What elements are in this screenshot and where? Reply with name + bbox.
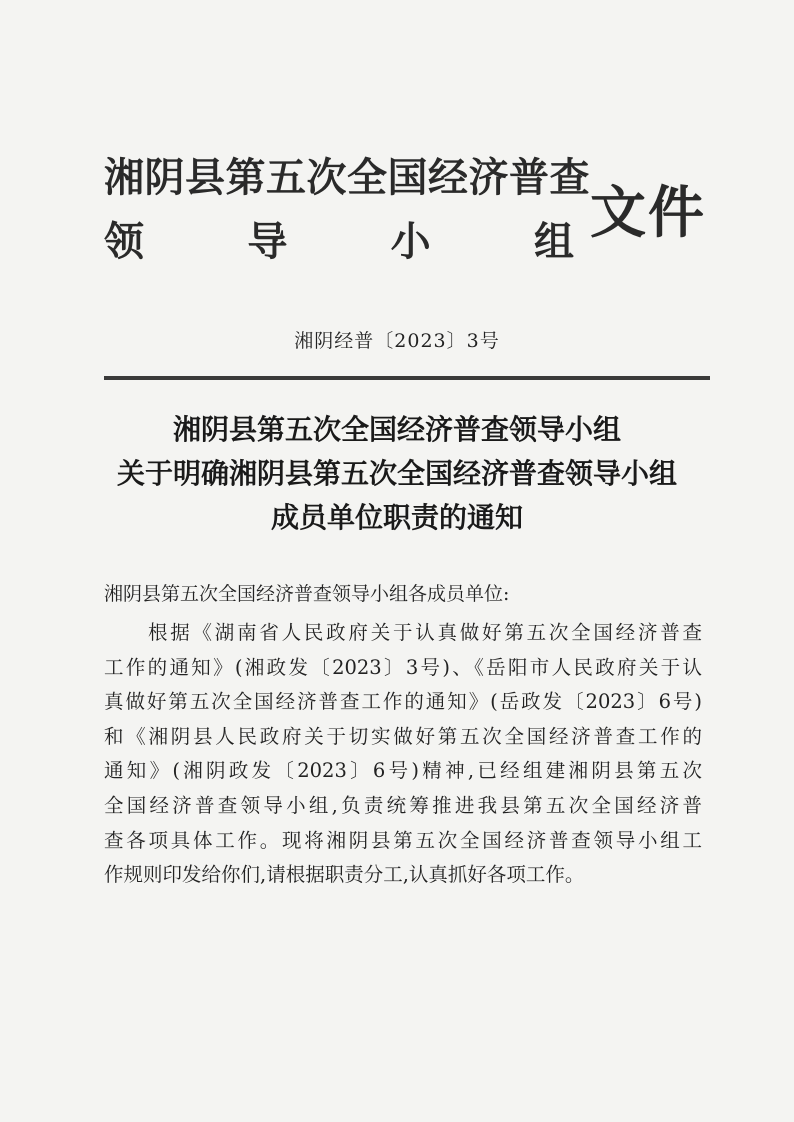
issuing-org-group-char: 组: [533, 218, 574, 265]
body-line: 作规则印发给你们,请根据职责分工,认真抓好各项工作。: [104, 863, 585, 887]
issuing-org-group-char: 导: [247, 218, 288, 265]
body-line: 根据《湖南省人民政府关于认真做好第五次全国经济普查: [148, 621, 702, 644]
body-paragraph: [104, 616, 702, 893]
document-type-label: 文件: [590, 180, 706, 246]
issuing-org-name: 湘阴县第五次全国经济普查: [104, 154, 590, 201]
document-title: [0, 408, 794, 540]
issuing-org-group: [104, 214, 574, 270]
body-line: 工作的通知》(湘政发〔2023〕3号)、《岳阳市人民政府关于认: [104, 655, 702, 679]
title-line-1: 湘阴县第五次全国经济普查领导小组: [172, 413, 621, 446]
body-line: 通知》(湘阴政发〔2023〕6号)精神,已经组建湘阴县第五次: [104, 759, 702, 783]
body-line: 查各项具体工作。现将湘阴县第五次全国经济普查领导小组工: [104, 828, 702, 852]
title-line-2: 关于明确湘阴县第五次全国经济普查领导小组: [116, 457, 677, 490]
body-line: 和《湘阴县人民政府关于切实做好第五次全国经济普查工作的: [104, 724, 702, 748]
header-divider: [104, 376, 710, 380]
title-line-3: 成员单位职责的通知: [270, 501, 523, 534]
body-line: 真做好第五次全国经济普查工作的通知》(岳政发〔2023〕6号): [104, 690, 702, 714]
issuing-org-group-char: 小: [390, 218, 431, 265]
document-number: 湘阴经普〔2023〕3号: [294, 330, 500, 352]
salutation: 湘阴县第五次全国经济普查领导小组各成员单位:: [104, 583, 510, 605]
body-line: 全国经济普查领导小组,负责统筹推进我县第五次全国经济普: [104, 793, 702, 817]
issuing-org-group-char: 领: [104, 218, 144, 265]
